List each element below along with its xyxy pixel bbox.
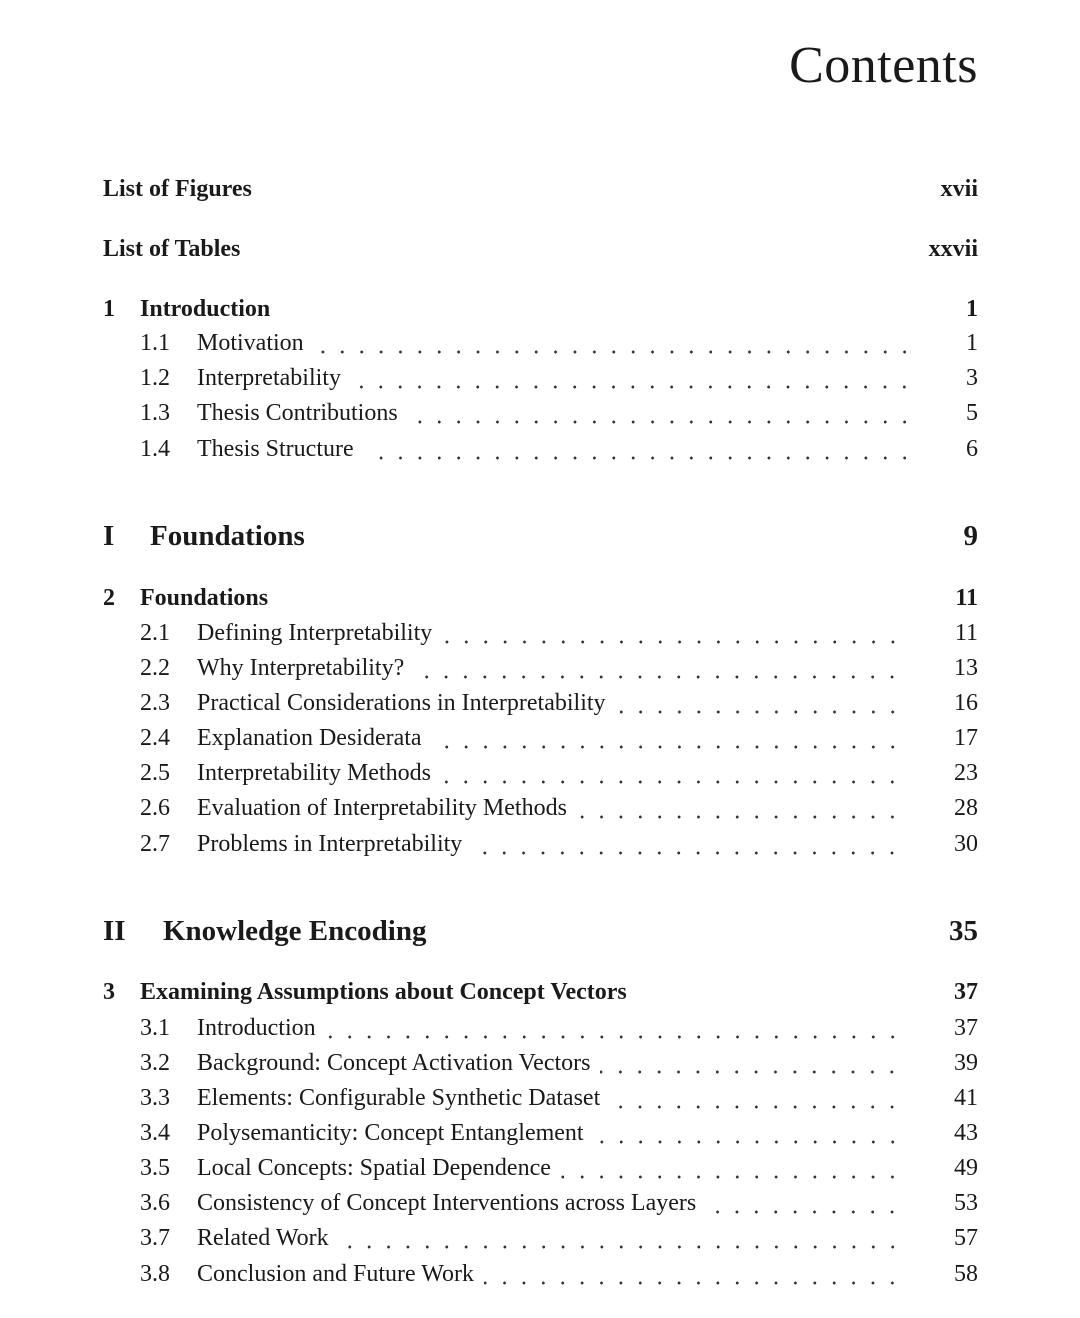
- toc-entry-sec[interactable]: [140, 1155, 978, 1189]
- entry-number: 1.1: [140, 330, 170, 356]
- dot-leader: [351, 384, 914, 390]
- entry-title: Examining Assumptions about Concept Vectors: [140, 979, 627, 1005]
- entry-title: Related Work: [197, 1225, 329, 1251]
- entry-title: Problems in Interpretability: [197, 831, 463, 857]
- toc-entry-sec[interactable]: [140, 1085, 978, 1119]
- page-number: 35: [949, 915, 978, 947]
- entry-title: Evaluation of Interpretability Methods: [197, 795, 567, 821]
- toc-entry-sec[interactable]: [140, 365, 978, 399]
- entry-number: 3.4: [140, 1120, 170, 1146]
- page-number: 23: [954, 760, 978, 786]
- page-number: xxvii: [928, 236, 978, 262]
- entry-number: 3.6: [140, 1190, 170, 1216]
- page-number: 1: [966, 296, 978, 322]
- page-number: 9: [963, 520, 978, 552]
- page-number: 13: [954, 655, 978, 681]
- toc-entry-sec[interactable]: [140, 725, 978, 759]
- toc-entry-sec[interactable]: [140, 1190, 978, 1224]
- entry-title: Thesis Structure: [197, 436, 354, 462]
- dot-leader: [561, 1174, 902, 1180]
- dot-leader: [472, 850, 902, 856]
- entry-number: 3.8: [140, 1261, 170, 1287]
- entry-title: Background: Concept Activation Vectors: [197, 1050, 591, 1076]
- entry-title: List of Figures: [103, 176, 252, 202]
- entry-number: 3.2: [140, 1050, 170, 1076]
- entry-title: Local Concepts: Spatial Dependence: [197, 1155, 551, 1181]
- entry-number: 2.6: [140, 795, 170, 821]
- entry-number: 1.2: [140, 365, 170, 391]
- toc-entry-sec[interactable]: [140, 690, 978, 724]
- entry-title: Why Interpretability?: [197, 655, 405, 681]
- page-number: 39: [954, 1050, 978, 1076]
- entry-title: Introduction: [140, 296, 271, 322]
- dot-leader: [314, 349, 914, 355]
- page-number: 1: [966, 330, 978, 356]
- entry-title: Foundations: [140, 585, 269, 611]
- entry-number: 2.1: [140, 620, 170, 646]
- toc-entry-sec[interactable]: [140, 330, 978, 364]
- dot-leader: [441, 779, 902, 785]
- page-number: 11: [955, 585, 978, 611]
- entry-number: 1: [103, 296, 115, 322]
- entry-title: Practical Considerations in Interpretability: [197, 690, 606, 716]
- toc-entry-chap[interactable]: [103, 979, 978, 1013]
- toc-entry-sec[interactable]: [140, 1015, 978, 1049]
- entry-title: Introduction: [197, 1015, 316, 1041]
- entry-title: Defining Interpretability: [197, 620, 433, 646]
- page-number: 57: [954, 1225, 978, 1251]
- dot-leader: [432, 744, 902, 750]
- page-number: 30: [954, 831, 978, 857]
- entry-number: II: [103, 915, 126, 947]
- dot-leader: [408, 419, 914, 425]
- entry-number: 3.7: [140, 1225, 170, 1251]
- toc-entry-sec[interactable]: [140, 760, 978, 794]
- dot-leader: [616, 709, 902, 715]
- page-number: 28: [954, 795, 978, 821]
- page-number: 11: [954, 620, 978, 646]
- toc-entry-sec[interactable]: [140, 1261, 978, 1295]
- entry-number: I: [103, 520, 115, 552]
- entry-number: 2.5: [140, 760, 170, 786]
- entry-title: Polysemanticity: Concept Entanglement: [197, 1120, 584, 1146]
- dot-leader: [326, 1034, 902, 1040]
- entry-number: 2.3: [140, 690, 170, 716]
- page-number: 37: [954, 1015, 978, 1041]
- entry-title: Thesis Contributions: [197, 400, 398, 426]
- page-number: 53: [954, 1190, 978, 1216]
- toc-entry-sec[interactable]: [140, 655, 978, 689]
- toc-entry-sec[interactable]: [140, 831, 978, 865]
- toc-entry-sec[interactable]: [140, 1120, 978, 1154]
- dot-leader: [594, 1139, 902, 1145]
- toc-entry-sec[interactable]: [140, 1050, 978, 1084]
- toc-entry-sec[interactable]: [140, 400, 978, 434]
- toc-entry-sec[interactable]: [140, 436, 978, 470]
- toc-entry-part[interactable]: [103, 520, 978, 560]
- toc-entry-sec[interactable]: [140, 620, 978, 654]
- dot-leader: [414, 674, 902, 680]
- entry-title: Knowledge Encoding: [163, 915, 427, 947]
- dot-leader: [442, 639, 903, 645]
- page-number: 16: [954, 690, 978, 716]
- dot-leader: [600, 1069, 902, 1075]
- dot-leader: [610, 1104, 902, 1110]
- page-number: 3: [966, 365, 978, 391]
- dot-leader: [484, 1280, 902, 1286]
- toc-entry-front[interactable]: [103, 176, 978, 210]
- entry-number: 2.4: [140, 725, 170, 751]
- entry-number: 3.5: [140, 1155, 170, 1181]
- entry-title: Interpretability: [197, 365, 341, 391]
- page-number: 41: [954, 1085, 978, 1111]
- toc-entry-sec[interactable]: [140, 795, 978, 829]
- entry-number: 1.3: [140, 400, 170, 426]
- entry-title: Explanation Desiderata: [197, 725, 422, 751]
- entry-number: 3.3: [140, 1085, 170, 1111]
- page-number: 58: [954, 1261, 978, 1287]
- entry-number: 3: [103, 979, 115, 1005]
- page-number: 6: [966, 436, 978, 462]
- entry-number: 3.1: [140, 1015, 170, 1041]
- toc-entry-chap[interactable]: [103, 585, 978, 619]
- page-title: Contents: [789, 37, 978, 94]
- toc-entry-part[interactable]: [103, 915, 978, 955]
- dot-leader: [577, 814, 902, 820]
- page-number: 49: [954, 1155, 978, 1181]
- entry-title: Conclusion and Future Work: [197, 1261, 474, 1287]
- toc-entry-sec[interactable]: [140, 1225, 978, 1259]
- toc-entry-chap[interactable]: [103, 296, 978, 330]
- entry-title: Foundations: [150, 520, 305, 552]
- dot-leader: [364, 455, 914, 461]
- entry-number: 1.4: [140, 436, 170, 462]
- page-number: 37: [954, 979, 978, 1005]
- page-number: xvii: [940, 176, 978, 202]
- page-number: 5: [966, 400, 978, 426]
- page-number: 43: [954, 1120, 978, 1146]
- dot-leader: [339, 1244, 902, 1250]
- entry-number: 2.7: [140, 831, 170, 857]
- entry-title: Interpretability Methods: [197, 760, 431, 786]
- page-number: 17: [954, 725, 978, 751]
- entry-number: 2: [103, 585, 115, 611]
- dot-leader: [706, 1209, 902, 1215]
- entry-title: List of Tables: [103, 236, 241, 262]
- entry-title: Consistency of Concept Interventions across Layers: [197, 1190, 697, 1216]
- entry-title: Motivation: [197, 330, 304, 356]
- entry-number: 2.2: [140, 655, 170, 681]
- entry-title: Elements: Configurable Synthetic Dataset: [197, 1085, 601, 1111]
- toc-entry-front[interactable]: [103, 236, 978, 270]
